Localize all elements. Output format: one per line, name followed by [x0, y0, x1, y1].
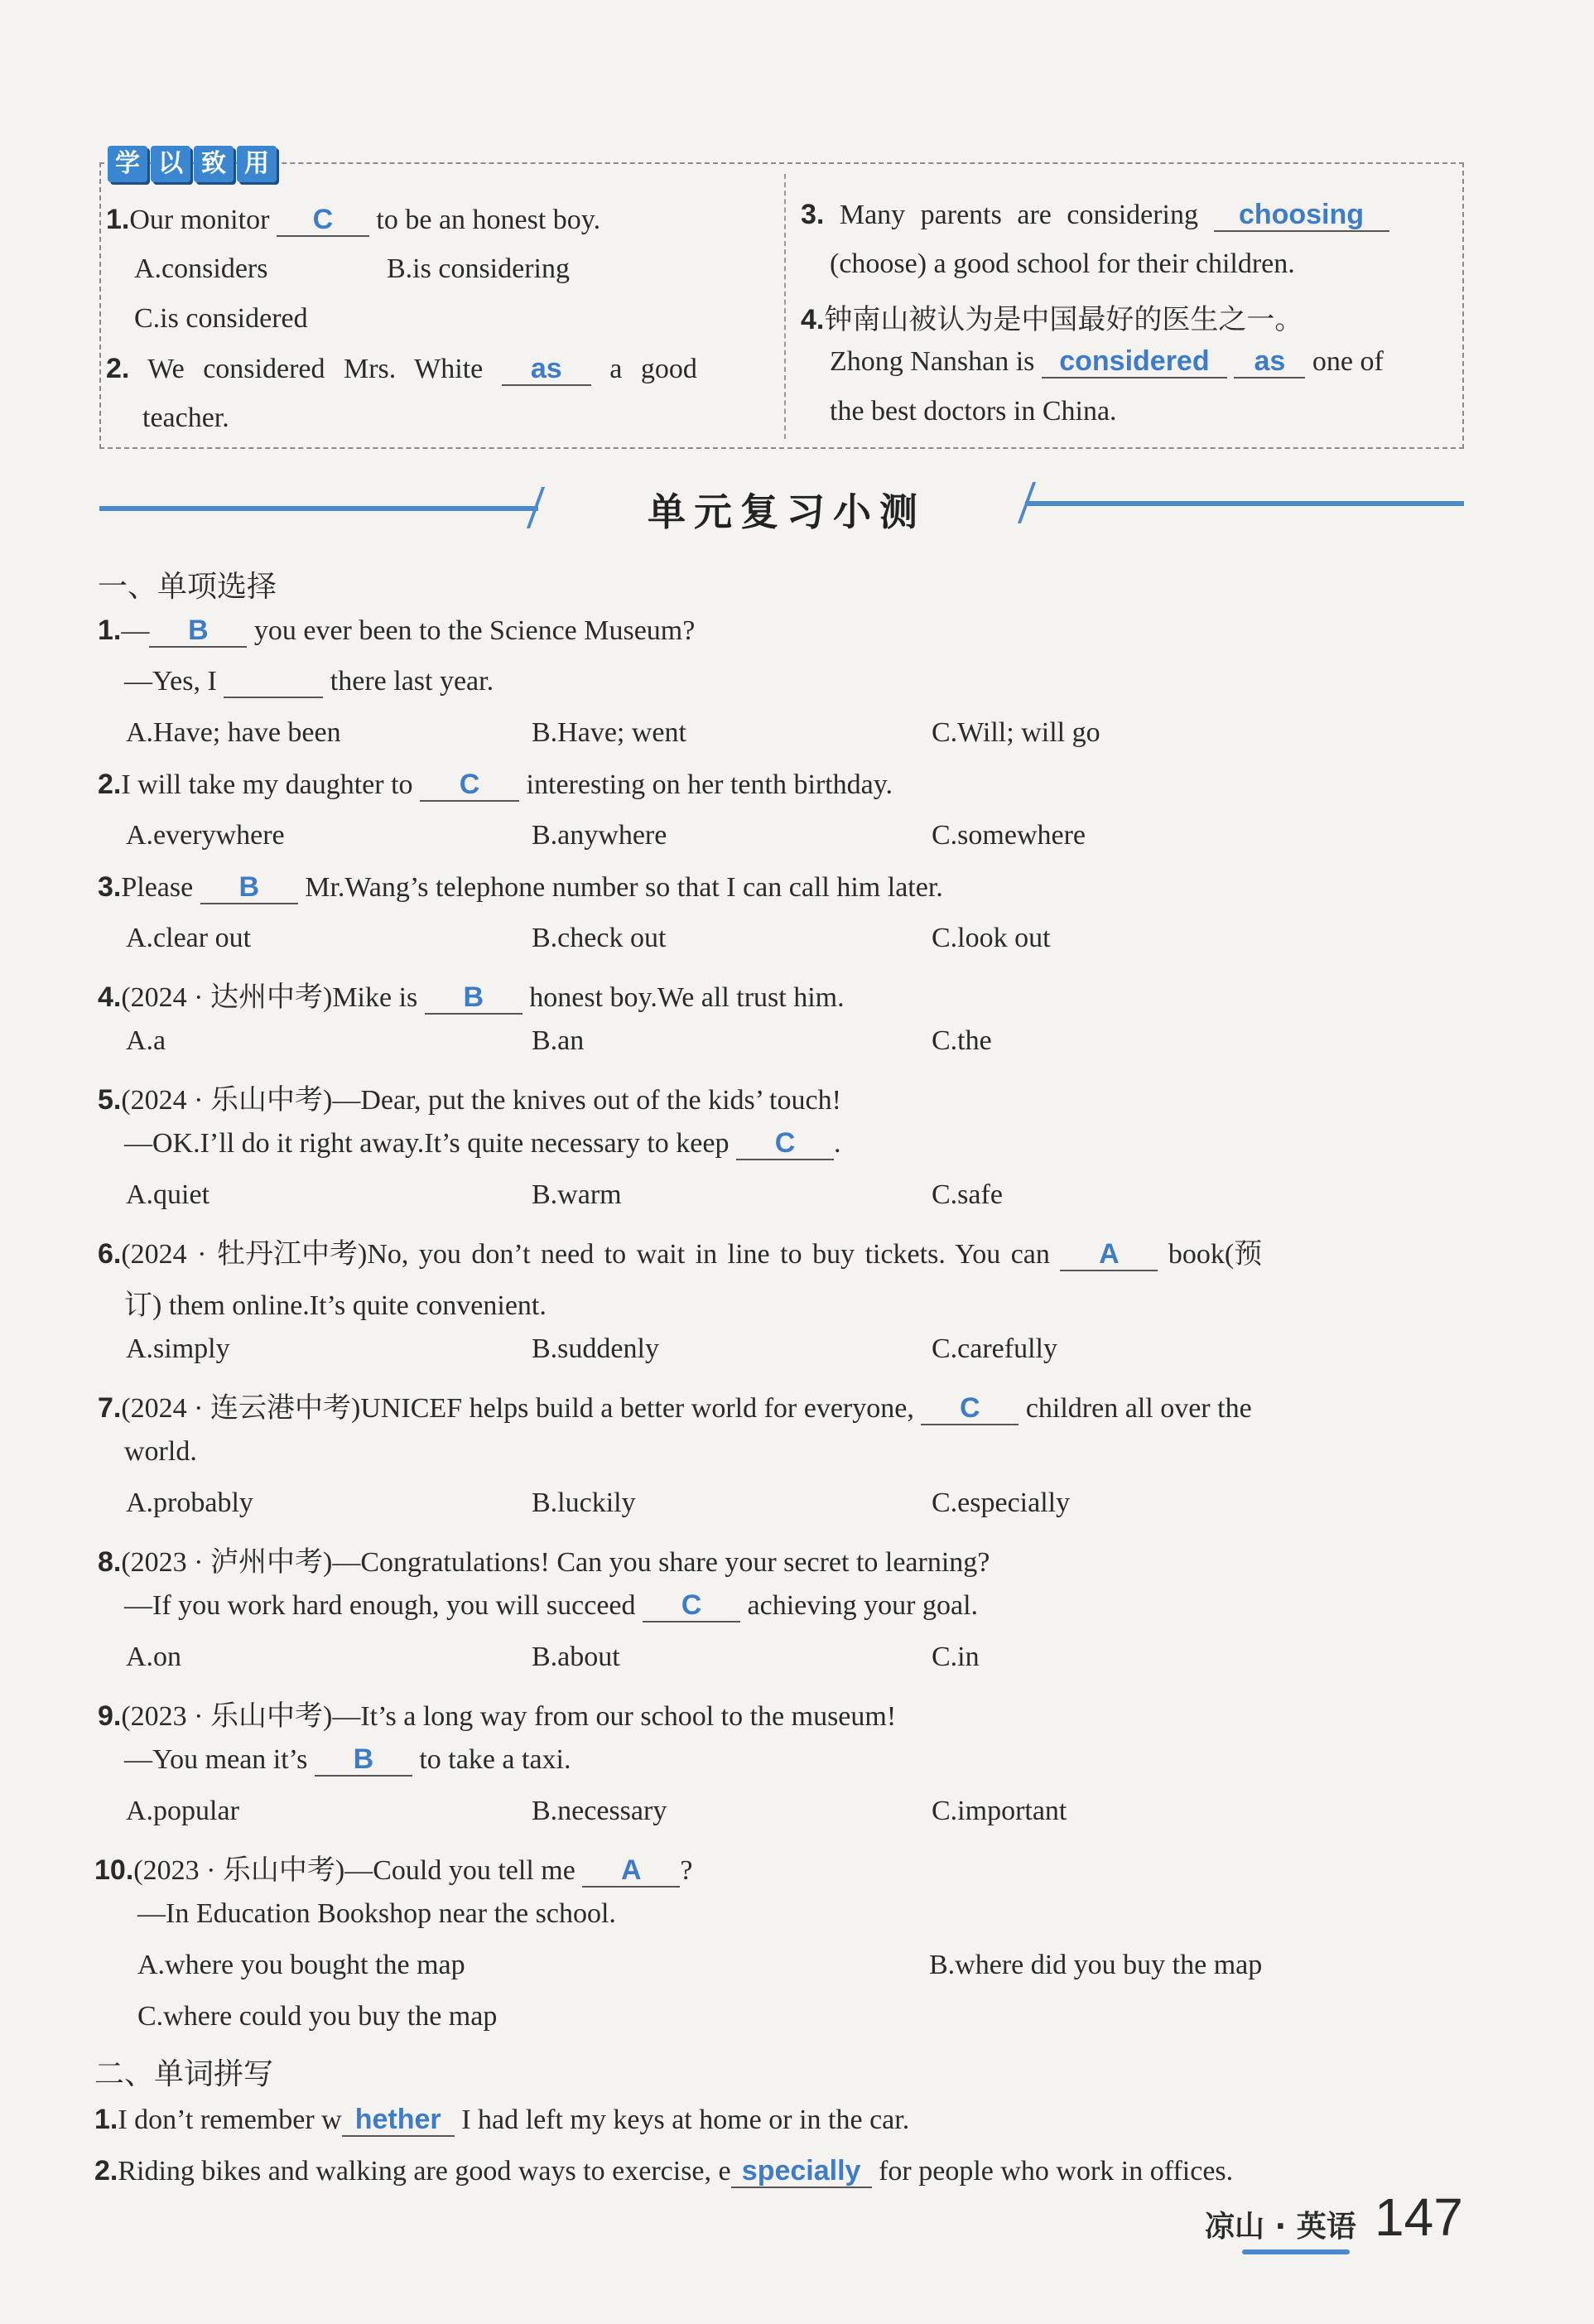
option: B.where did you buy the map: [929, 1950, 1263, 1980]
page-number: 147: [1375, 2187, 1463, 2247]
answer-blank: choosing: [1214, 200, 1389, 232]
answer-blank: C: [420, 769, 519, 802]
question: 8.(2023 · 泸州中考)—Congratulations! Can you share your secret to learning?: [98, 1546, 990, 1578]
option: B.necessary: [532, 1796, 667, 1826]
answer-blank: A: [1060, 1239, 1158, 1271]
option: A.on: [126, 1642, 182, 1672]
question: 1.— B you ever been to the Science Museum?: [98, 615, 695, 648]
question: 10.(2023 · 乐山中考)—Could you tell me A ?: [94, 1847, 692, 1888]
option: C.is considered: [134, 303, 308, 334]
option: B.about: [532, 1642, 620, 1672]
banner-rule-right: [1025, 501, 1464, 506]
practice-q2: 2. We considered Mrs. White as a good: [106, 353, 697, 386]
tag-char: 致: [194, 146, 234, 182]
section-banner-title: 单元复习小测: [648, 489, 926, 534]
question: 2.I will take my daughter to C interesting on her tenth birthday.: [98, 769, 893, 802]
answer-blank: B: [425, 982, 523, 1015]
option: C.important: [932, 1796, 1067, 1826]
spelling-item: 2.Riding bikes and walking are good ways to exercise, e specially for people who work in offices.: [94, 2155, 1233, 2188]
option: A.probably: [126, 1487, 253, 1518]
answer-blank: B: [149, 615, 247, 648]
tag-char: 用: [237, 146, 277, 182]
option: A.clear out: [126, 923, 252, 953]
option: A.quiet: [126, 1179, 210, 1210]
question: 7.(2024 · 连云港中考)UNICEF helps build a better world for everyone, C children all over the: [98, 1385, 1252, 1425]
option: B.suddenly: [532, 1333, 659, 1364]
option: A.everywhere: [126, 820, 285, 851]
section-title: 二、单词拼写: [94, 2057, 274, 2091]
practice-q3: 3. Many parents are considering choosing: [801, 199, 1389, 232]
option: B.an: [532, 1025, 585, 1056]
option: B.luckily: [532, 1487, 636, 1518]
practice-box: 学 以 致 用 1.Our monitor C to be an honest boy. A.considers B.is considering C.is considered 2. We considered Mrs. White as a good teacher. 3. Many parents are considering choosing (choose) a good school for their children. 4.钟南山被认为是中国最好的医生之一。 Zhong Nanshan is considered as one of the best doctors in China.: [99, 162, 1464, 449]
option: A.simply: [126, 1333, 230, 1364]
option: C.safe: [932, 1179, 1003, 1210]
option: A.considers: [134, 253, 268, 284]
option: C.Will; will go: [932, 717, 1100, 748]
practice-q4: 4.钟南山被认为是中国最好的医生之一。: [801, 303, 1303, 336]
answer-blank: as: [502, 354, 591, 386]
option: C.where could you buy the map: [137, 2001, 498, 2032]
question: 6.(2024 · 牡丹江中考)No, you don’t need to wait in line to buy tickets. You can A book(预: [98, 1231, 1262, 1271]
option: A.Have; have been: [126, 717, 341, 748]
question: 5.(2024 · 乐山中考)—Dear, put the knives out of the kids’ touch!: [98, 1084, 841, 1116]
footer-label: 凉山 · 英语: [1205, 2210, 1356, 2244]
answer-blank: B: [200, 872, 298, 904]
option: C.carefully: [932, 1333, 1057, 1364]
option: B.check out: [532, 923, 667, 953]
banner-rule-left: [99, 506, 538, 511]
answer-blank: C: [736, 1128, 834, 1160]
answer-blank: as: [1234, 346, 1305, 378]
answer-blank: [224, 666, 323, 698]
option: B.warm: [532, 1179, 622, 1210]
spelling-item: 1.I don’t remember w hether I had left my keys at home or in the car.: [94, 2104, 909, 2137]
answer-blank: hether: [342, 2105, 455, 2137]
option: A.popular: [126, 1796, 239, 1826]
tag-char: 以: [151, 146, 190, 182]
option: C.somewhere: [932, 820, 1086, 851]
option: A.where you bought the map: [137, 1950, 465, 1980]
option: C.look out: [932, 923, 1051, 953]
option: B.is considering: [387, 253, 570, 284]
answer-blank: considered: [1042, 346, 1227, 378]
answer-blank: C: [921, 1393, 1019, 1425]
option: C.in: [932, 1642, 980, 1672]
question: 4.(2024 · 达州中考)Mike is B honest boy.We all trust him.: [98, 974, 845, 1015]
option: C.the: [932, 1025, 992, 1056]
answer-blank: B: [315, 1744, 412, 1777]
question: 9.(2023 · 乐山中考)—It’s a long way from our school to the museum!: [98, 1700, 897, 1732]
question: 3.Please B Mr.Wang’s telephone number so that I can call him later.: [98, 871, 943, 904]
answer-blank: C: [643, 1590, 740, 1622]
option: C.especially: [932, 1487, 1071, 1518]
box-divider: [784, 174, 786, 439]
option: B.Have; went: [532, 717, 686, 748]
footer-bar: [1242, 2249, 1350, 2254]
section-title: 一、单项选择: [98, 570, 277, 604]
option: B.anywhere: [532, 820, 667, 851]
answer-blank: C: [277, 205, 369, 237]
practice-q1: 1.Our monitor C to be an honest boy.: [106, 204, 600, 237]
workbook-page: 学 以 致 用 1.Our monitor C to be an honest boy. A.considers B.is considering C.is considered 2. We considered Mrs. White as a good teacher. 3. Many parents are considering choosing (choose) a good school for their children. 4.钟南山被认为是中国最好的医生之一。 Zhong Nanshan is considered as one of the best doctors in China. 单元复习小测 一、单项选择 1.— B you ever been to the Science Museum? —Yes, I there last year. A.Have; have been B.Have; went C.Will; will go 2.I will take my daughter to C interesting on her tenth birthday. A.everywhere B.anywhere C.somewhere 3.Please B Mr.Wang’s telephone number so that I can call him later. A.clear out B.check out C.look out 4.(2024 · 达州中考)Mike is B honest boy.We all trust him. A.a B.an C.the 5.(2024 · 乐山中考)—Dear, put the knives out of the kids’ touch! —OK.I’ll do it right away.It’s quite necessary to keep C . A.quiet B.warm C.safe 6.(2024 · 牡丹江中考)No, you don’t need to wait in line to buy tickets. You can A book(预 订) them online.It’s quite convenient. A.simply B.suddenly C.carefully 7.(2024 · 连云港中考)UNICEF helps build a better world for everyone, C children all over the world. A.probably B.luckily C.especially 8.(2023 · 泸州中考)—Congratulations! Can you share your secret to learning? —If you work hard enough, you will succeed C achieving your goal. A.on B.about C.in 9.(2023 · 乐山中考)—It’s a long way from our school to the museum! —You mean it’s B to take a taxi. A.popular B.necessary C.important 10.(2023 · 乐山中考)—Could you tell me A ? —In Education Bookshop near the school. A.where you bought the map B.where did you buy the map C.where could you buy the map 二、单词拼写 1.I don’t remember w hether I had left my keys at home or in the car. 2.Riding bikes and walking are good ways to exercise, e specially for people who work in offices. 凉山 · 英语 147: [0, 0, 1594, 2324]
practice-tag: [108, 146, 277, 182]
answer-blank: specially: [731, 2156, 872, 2188]
answer-blank: A: [582, 1855, 680, 1888]
tag-char: 学: [108, 146, 147, 182]
option: A.a: [126, 1025, 166, 1056]
